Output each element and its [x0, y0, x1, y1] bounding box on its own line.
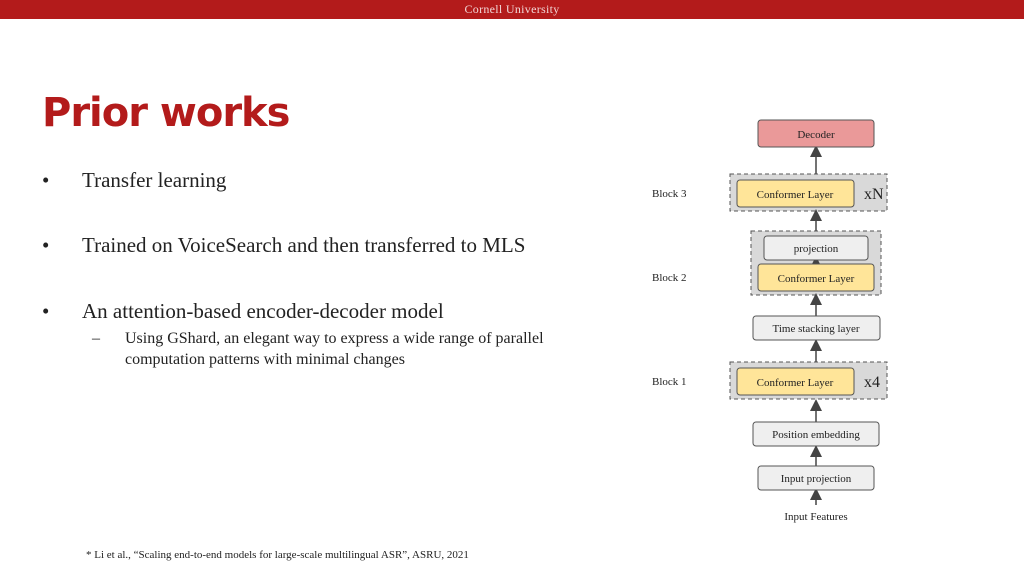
bullet-text: Trained on VoiceSearch and then transferred to MLS: [82, 233, 526, 257]
slide-title: Prior works: [42, 90, 290, 136]
position-embedding-label: Position embedding: [772, 429, 860, 441]
block1-label: Block 1: [652, 376, 687, 388]
block3-conformer-label: Conformer Layer: [756, 189, 834, 201]
block3-label: Block 3: [652, 188, 687, 200]
bullet-marker: •: [42, 233, 50, 257]
sub-bullet-marker: –: [92, 330, 100, 347]
footnote: * Li et al., “Scaling end-to-end models for large-scale multilingual ASR”, ASRU, 2021: [86, 549, 469, 561]
block2-conformer-label: Conformer Layer: [777, 273, 855, 285]
sub-bullet-text: Using GShard, an elegant way to express a wide range of parallel computation patterns with minimal changes: [125, 330, 544, 368]
block1-conformer-label: Conformer Layer: [756, 377, 834, 389]
block1-repeat: x4: [864, 374, 880, 391]
time-stacking-label: Time stacking layer: [772, 323, 860, 335]
input-projection-label: Input projection: [780, 473, 852, 485]
block3-repeat: xN: [864, 186, 884, 203]
university-brand: Cornell University: [464, 2, 560, 16]
block2-label: Block 2: [652, 272, 687, 284]
bullet-marker: •: [42, 299, 50, 323]
bullet-text: Transfer learning: [82, 168, 227, 192]
projection-label: projection: [793, 243, 839, 255]
decoder-label: Decoder: [797, 129, 835, 141]
bullet-text: An attention-based encoder-decoder model: [82, 299, 444, 323]
input-features-label: Input Features: [784, 511, 848, 523]
bullet-marker: •: [42, 168, 50, 192]
